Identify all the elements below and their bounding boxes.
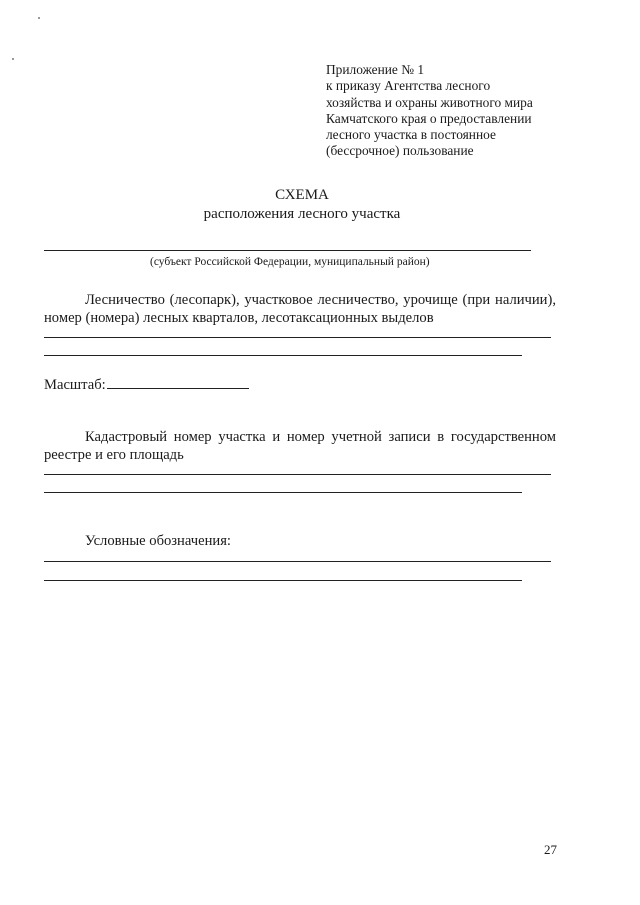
subject-line[interactable] (44, 250, 531, 251)
appendix-line: (бессрочное) пользование (326, 143, 474, 159)
forestry-fill-line[interactable] (44, 337, 551, 338)
scale-label: Масштаб: (44, 377, 106, 393)
document-title: СХЕМА (275, 187, 329, 203)
cadastral-text-line-2: реестре и его площадь (44, 447, 184, 463)
cadastral-fill-line[interactable] (44, 474, 551, 475)
subject-caption: (субъект Российской Федерации, муниципальный район) (150, 256, 430, 268)
forestry-text-line-2: номер (номера) лесных кварталов, лесотаксационных выделов (44, 310, 434, 326)
scale-row (44, 374, 249, 394)
appendix-block (326, 62, 576, 160)
page-number: 27 (544, 842, 557, 857)
scan-speck (38, 17, 40, 19)
legend-label: Условные обозначения: (85, 533, 231, 549)
legend-fill-line[interactable] (44, 580, 522, 581)
document-subtitle: расположения лесного участка (203, 206, 401, 222)
appendix-line: Приложение № 1 (326, 62, 425, 77)
forestry-text-line-1: Лесничество (лесопарк), участковое лесничество, урочище (при наличии), (85, 292, 556, 308)
scale-fill-line[interactable] (107, 374, 249, 389)
appendix-line: лесного участка в постоянное (326, 127, 496, 143)
appendix-line: Камчатского края о предоставлении (326, 110, 532, 126)
cadastral-text-line-1: Кадастровый номер участка и номер учетной записи в государственном (85, 429, 556, 445)
scan-speck (12, 58, 14, 60)
appendix-line: хозяйства и охраны животного мира (326, 94, 533, 110)
legend-fill-line[interactable] (44, 561, 551, 562)
forestry-fill-line[interactable] (44, 355, 522, 356)
cadastral-fill-line[interactable] (44, 492, 522, 493)
appendix-line: к приказу Агентства лесного (326, 78, 491, 94)
